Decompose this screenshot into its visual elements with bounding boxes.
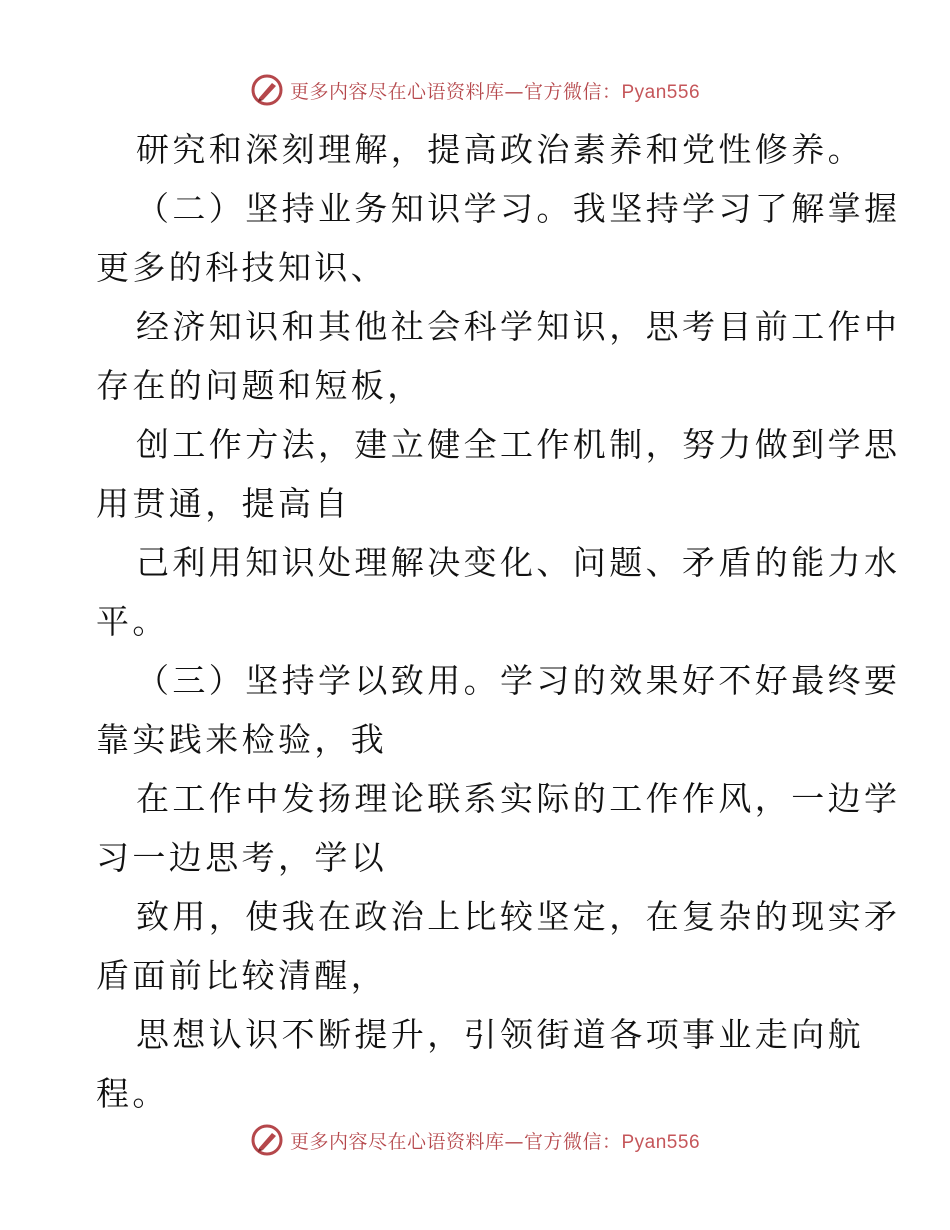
- body-line: 经济知识和其他社会科学知识，思考目前工作中: [136, 307, 901, 346]
- pen-seal-icon: [250, 73, 284, 107]
- body-line: 用贯通，提高自: [96, 484, 351, 523]
- body-line: 存在的问题和短板，: [96, 366, 424, 405]
- body-line: 创工作方法，建立健全工作机制，努力做到学思: [136, 425, 901, 464]
- body-line: 研究和深刻理解，提高政治素养和党性修养。: [136, 130, 864, 169]
- body-line: 在工作中发扬理论联系实际的工作作风，一边学: [136, 779, 901, 818]
- header-banner-text: 更多内容尽在心语资料库—官方微信：Pyan556: [289, 80, 701, 103]
- body-line: 盾面前比较清醒，: [96, 956, 388, 995]
- document-body: [96, 120, 901, 1123]
- header-banner: [0, 70, 950, 110]
- body-line: 更多的科技知识、: [96, 248, 388, 287]
- footer-banner: [0, 1120, 950, 1160]
- pen-seal-icon: [250, 1123, 284, 1157]
- wechat-id: Pyan556: [621, 81, 701, 103]
- body-line: 思想认识不断提升，引领街道各项事业走向航: [136, 1015, 864, 1054]
- wechat-id: Pyan556: [621, 1131, 701, 1153]
- body-line: 平。: [96, 602, 169, 641]
- body-line: （二）坚持业务知识学习。我坚持学习了解掌握: [136, 189, 901, 228]
- body-line: 致用，使我在政治上比较坚定，在复杂的现实矛: [136, 897, 901, 936]
- body-line: 习一边思考，学以: [96, 838, 388, 877]
- body-line: 程。: [96, 1074, 169, 1113]
- body-line: （三）坚持学以致用。学习的效果好不好最终要: [136, 661, 901, 700]
- footer-banner-text: 更多内容尽在心语资料库—官方微信：Pyan556: [289, 1130, 701, 1153]
- body-line: 己利用知识处理解决变化、问题、矛盾的能力水: [136, 543, 901, 582]
- body-line: 靠实践来检验，我: [96, 720, 388, 759]
